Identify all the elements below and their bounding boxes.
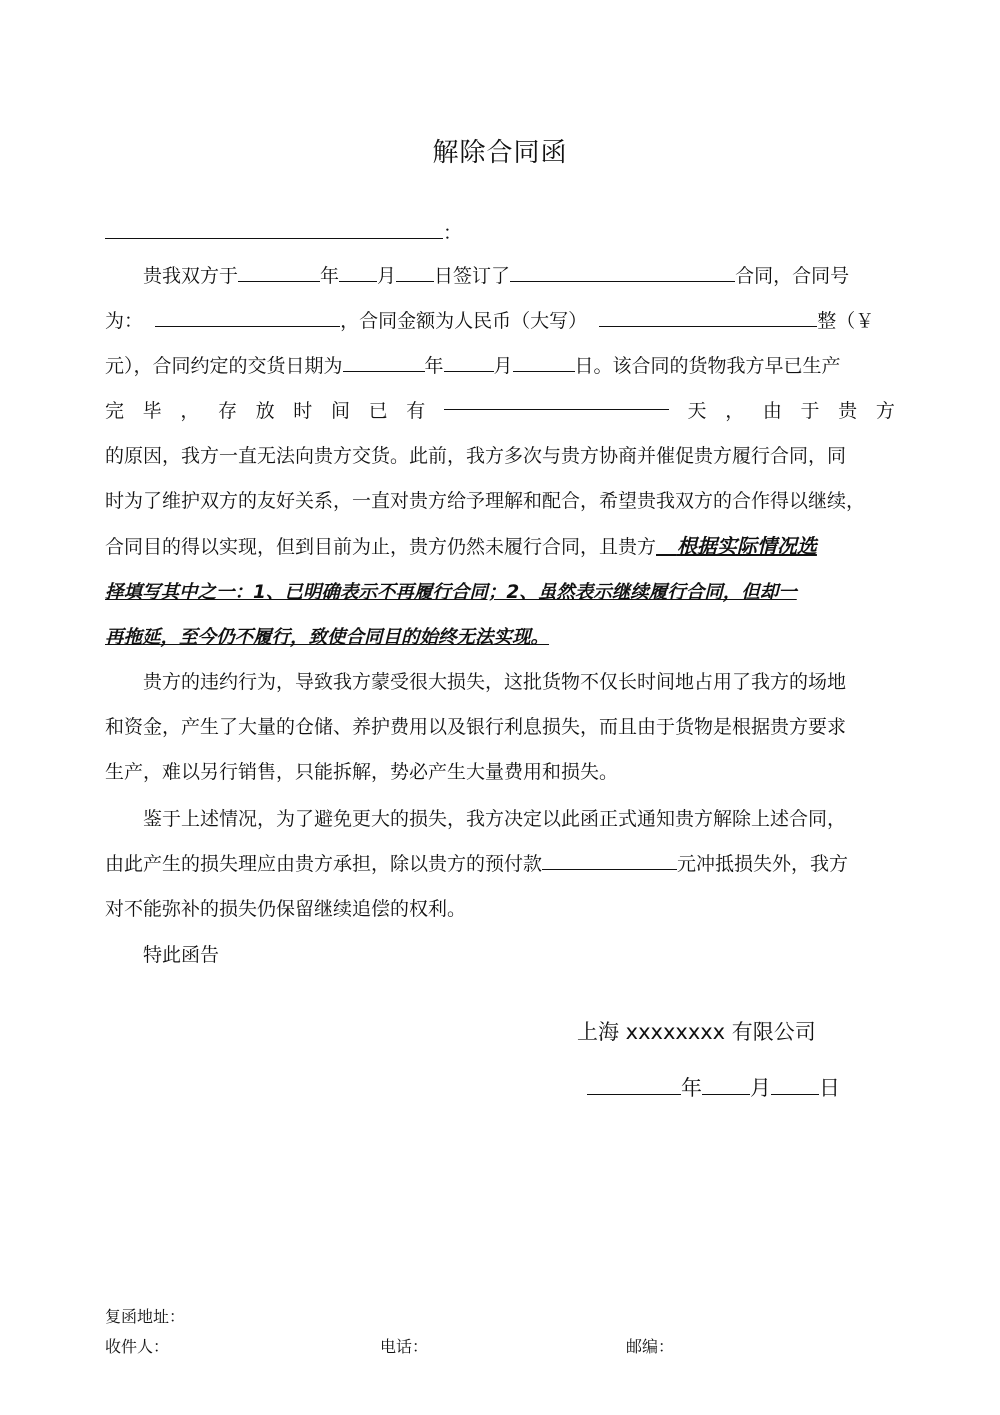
p1-text: 年 — [424, 355, 444, 377]
p1-char: ， — [180, 400, 200, 422]
p1-char: 已 — [368, 400, 388, 422]
p1-line-7 — [105, 524, 895, 570]
phone-label: 电话： — [380, 1337, 429, 1356]
delivery-year-blank[interactable] — [343, 351, 425, 372]
p1-line-1 — [105, 254, 895, 299]
p1-char: 天 — [687, 400, 707, 422]
date-year-label: 年 — [681, 1076, 702, 1100]
p1-text: 月 — [493, 355, 513, 377]
paragraph-3 — [105, 797, 895, 932]
sign-year-blank[interactable] — [238, 261, 320, 282]
p1-line-3 — [105, 344, 895, 389]
recipient-label: 收件人： — [105, 1337, 170, 1356]
p1-text: 贵我双方于 — [143, 265, 239, 287]
storage-days-blank[interactable] — [444, 389, 669, 410]
p1-text: 日。该合同的货物我方早已生产 — [574, 355, 841, 377]
p1-text: 月 — [377, 265, 397, 287]
fill-instruction-line-3: 再拖延，至今仍不履行，致使合同目的始终无法实现。 — [105, 627, 550, 648]
p1-text: 整（￥ — [817, 310, 875, 332]
contract-number-blank[interactable] — [155, 306, 340, 327]
p1-text: 元），合同约定的交货日期为 — [105, 355, 343, 377]
p3-line-2 — [105, 842, 895, 887]
delivery-month-blank[interactable] — [444, 351, 494, 372]
p1-text: 合同目的得以实现，但到目前为止，贵方仍然未履行合同，且贵方 — [105, 536, 657, 558]
p3-text: 元冲抵损失外，我方 — [677, 853, 849, 875]
p1-char: 于 — [800, 400, 820, 422]
addressee-colon: ： — [443, 222, 463, 244]
delivery-day-blank[interactable] — [513, 351, 575, 372]
prepayment-blank[interactable] — [542, 849, 677, 870]
p1-text: 年 — [320, 265, 340, 287]
p1-line-6: 时为了维护双方的友好关系，一直对贵方给予理解和配合，希望贵我双方的合作得以继续， — [105, 490, 866, 512]
p1-char: 完 — [105, 400, 125, 422]
contract-name-blank[interactable] — [510, 261, 735, 282]
p1-char: 方 — [875, 400, 895, 422]
p1-text: 合同，合同号 — [735, 265, 850, 287]
letter-title: 解除合同函 — [432, 138, 568, 168]
amount-words-blank[interactable] — [599, 306, 817, 327]
fill-instruction-line-2: 择填写其中之一：1、已明确表示不再履行合同；2、虽然表示继续履行合同，但却一 — [105, 582, 797, 603]
sign-off-day-blank[interactable] — [771, 1074, 819, 1095]
paragraph-2 — [105, 660, 895, 795]
signature-date — [587, 1072, 840, 1102]
fill-instruction-text: 根据实际情况选 — [676, 534, 817, 558]
paragraph-1 — [105, 254, 895, 660]
p1-char: ， — [725, 400, 745, 422]
fill-instruction — [656, 534, 817, 558]
p1-line-5: 的原因，我方一直无法向贵方交货。此前，我方多次与贵方协商并催促贵方履行合同，同 — [105, 445, 847, 467]
date-month-label: 月 — [750, 1076, 771, 1100]
p1-text: ，合同金额为人民币（大写） — [340, 310, 588, 332]
p1-char: 放 — [255, 400, 275, 422]
p3-line-1: 鉴于上述情况，为了避免更大的损失，我方决定以此函正式通知贵方解除上述合同， — [143, 808, 847, 830]
postcode-label: 邮编： — [626, 1337, 675, 1356]
p3-line-3: 对不能弥补的损失仍保留继续追偿的权利。 — [105, 898, 467, 920]
p1-line-4 — [105, 389, 895, 434]
sign-off-year-blank[interactable] — [587, 1074, 681, 1095]
company-name: 上海 xxxxxxxx 有限公司 — [577, 1020, 816, 1044]
p2-line-1: 贵方的违约行为，导致我方蒙受很大损失，这批货物不仅长时间地占用了我方的场地 — [143, 671, 847, 693]
p1-char: 存 — [217, 400, 237, 422]
p1-line-2 — [105, 299, 895, 344]
p2-line-2: 和资金，产生了大量的仓储、养护费用以及银行利息损失，而且由于货物是根据贵方要求 — [105, 716, 847, 738]
addressee-line — [105, 218, 462, 245]
p2-line-3: 生产，难以另行销售，只能拆解，势必产生大量费用和损失。 — [105, 761, 619, 783]
p1-char: 时 — [293, 400, 313, 422]
sign-off-month-blank[interactable] — [702, 1074, 750, 1095]
p1-char: 间 — [330, 400, 350, 422]
sign-day-blank[interactable] — [396, 261, 434, 282]
closing-paragraph — [105, 933, 895, 978]
p1-text: 日签订了 — [434, 265, 511, 287]
p1-char: 贵 — [838, 400, 858, 422]
addressee-blank[interactable] — [105, 218, 443, 239]
p3-text: 由此产生的损失理应由贵方承担，除以贵方的预付款 — [105, 853, 543, 875]
p1-char: 有 — [406, 400, 426, 422]
sign-month-blank[interactable] — [339, 261, 377, 282]
closing-text: 特此函告 — [143, 944, 220, 966]
p1-text: 为： — [105, 310, 144, 332]
reply-address-label: 复函地址： — [105, 1307, 186, 1326]
p1-char: 毕 — [142, 400, 162, 422]
date-day-label: 日 — [819, 1076, 840, 1100]
p1-char: 由 — [762, 400, 782, 422]
